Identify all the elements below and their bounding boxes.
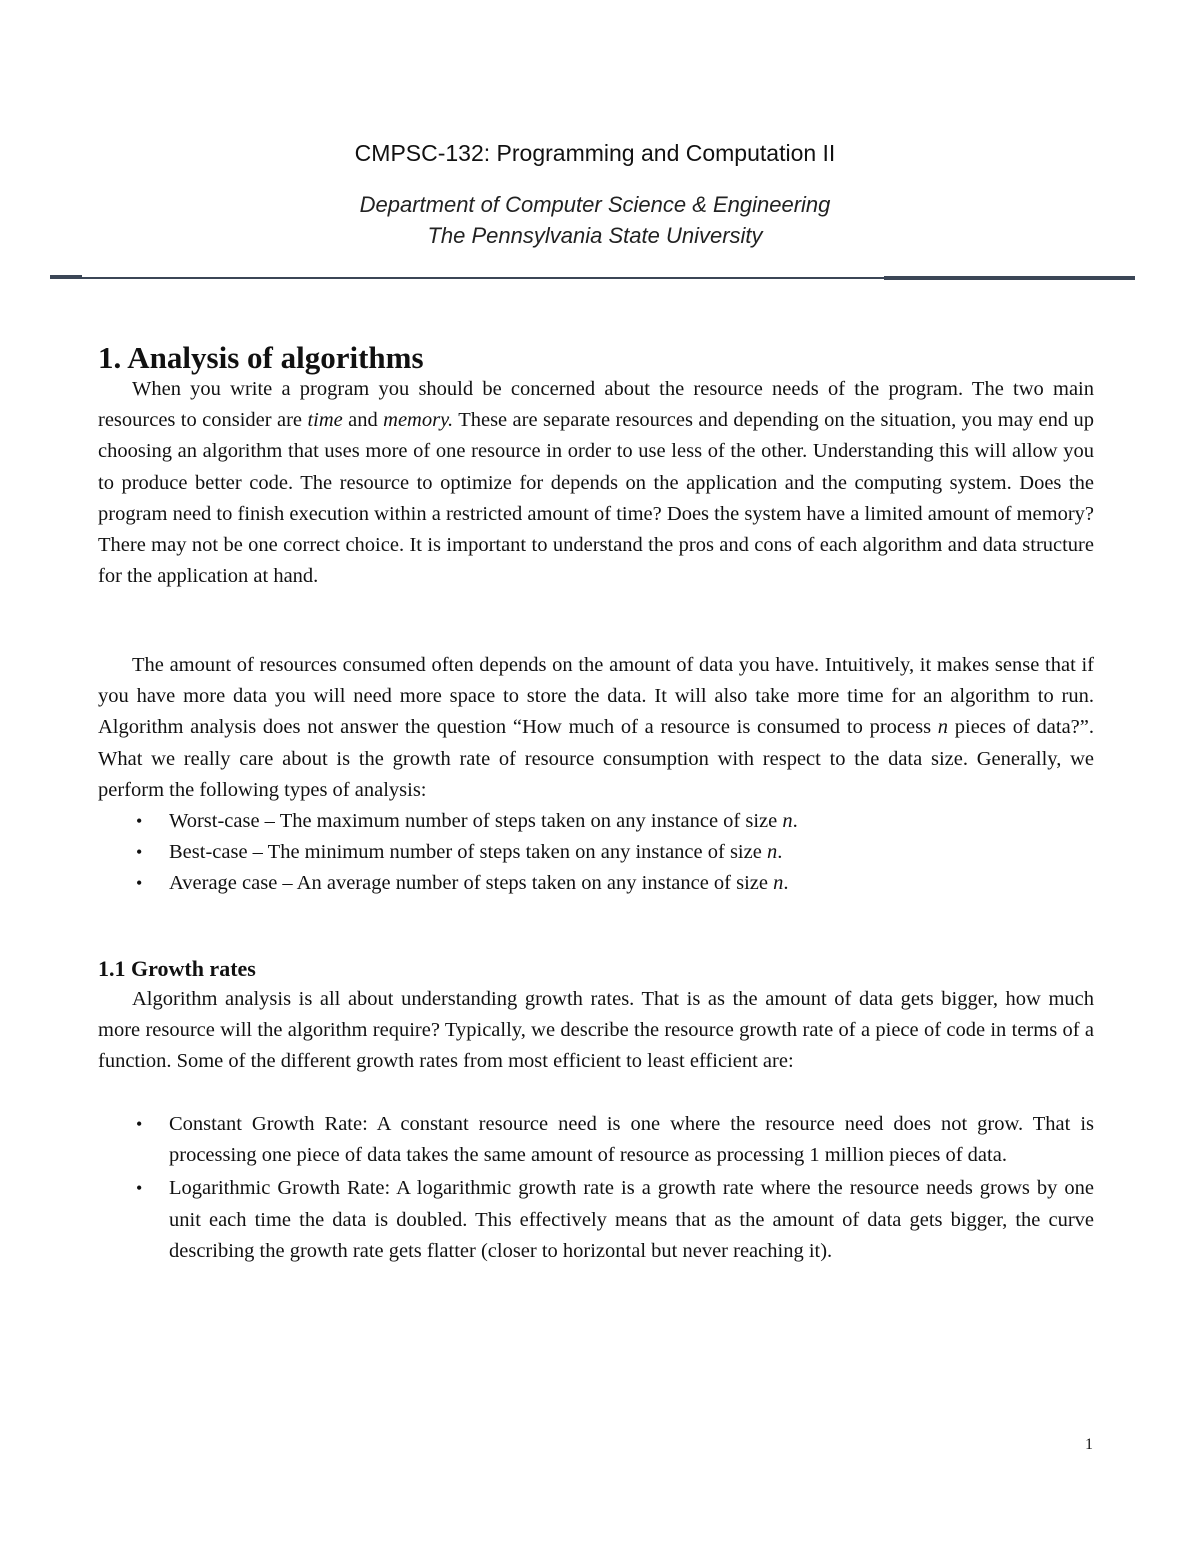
department-name: Department of Computer Science & Engineering <box>359 192 831 217</box>
paragraph-growth-rates: Algorithm analysis is all about understanding growth rates. That is as the amount of data gets bigger, how much more resource will the algorithm require? Typically, we describe the resource growth rate of a piece of code in terms of a function. Some of the different growth rates from most efficient to least efficient are: <box>98 988 1094 1073</box>
course-title: CMPSC-132: Programming and Computation II <box>354 140 836 166</box>
paragraph-data-size: The amount of resources consumed often depends on the amount of data you have. Intuitively, it makes sense that if you have more data you will need more space to store the data. It will also take more time for an algorithm to run. Algorithm analysis does not answer the question “How much of a resource is consumed to process n pieces of data?”. What we really care about is the growth rate of resource consumption with respect to the data size. Generally, we perform the following types of analysis: <box>98 654 1094 801</box>
list-item: • Logarithmic Growth Rate: A logarithmic growth rate is a growth rate where the resource needs grows by one unit each time the data is doubled. This effectively means that as the amount of data gets bigger, the curve describing the growth rate gets flatter (closer to horizontal but never reaching it). <box>98 1173 1094 1267</box>
header-divider-accent-right <box>884 276 1135 280</box>
header-divider-accent-left <box>50 275 82 279</box>
variable-n: n <box>937 716 949 739</box>
analysis-types-list <box>98 806 1094 900</box>
section-heading-analysis: 1. Analysis of algorithms <box>98 340 424 375</box>
section-heading-growth-rates: 1.1 Growth rates <box>98 956 256 981</box>
term-time: time <box>307 409 343 432</box>
university-name: The Pennsylvania State University <box>427 223 763 248</box>
bullet-icon: • <box>136 842 143 863</box>
bullet-icon: • <box>136 811 143 831</box>
list-item: • Average case – An average number of steps taken on any instance of size n. <box>98 868 1094 899</box>
term-memory: memory. <box>383 409 454 432</box>
bullet-icon: • <box>136 1178 143 1199</box>
list-item: • Best-case – The minimum number of steps taken on any instance of size n. <box>98 837 1094 868</box>
paragraph-resources: When you write a program you should be concerned about the resource needs of the program. The two main resources to consider are time and memory. These are separate resources and depending on the situation, you may end up choosing an algorithm that uses more of one resource in order to use less of the other. Understanding this will allow you to produce better code. The resource to optimize for depends on the application and the computing system. Does the program need to finish execution within a restricted amount of time? Does the system have a limited amount of memory? There may not be one correct choice. It is important to understand the pros and cons of each algorithm and data structure for the application at hand. <box>98 378 1094 588</box>
bullet-icon: • <box>136 873 143 894</box>
page-number: 1 <box>1085 1436 1093 1453</box>
bullet-icon: • <box>136 1114 143 1134</box>
growth-rates-list <box>98 1109 1094 1269</box>
list-item: • Worst-case – The maximum number of steps taken on any instance of size n. <box>98 806 1094 837</box>
list-item: • Constant Growth Rate: A constant resource need is one where the resource need does not grow. That is processing one piece of data takes the same amount of resource as processing 1 million pieces of data. <box>98 1109 1094 1171</box>
